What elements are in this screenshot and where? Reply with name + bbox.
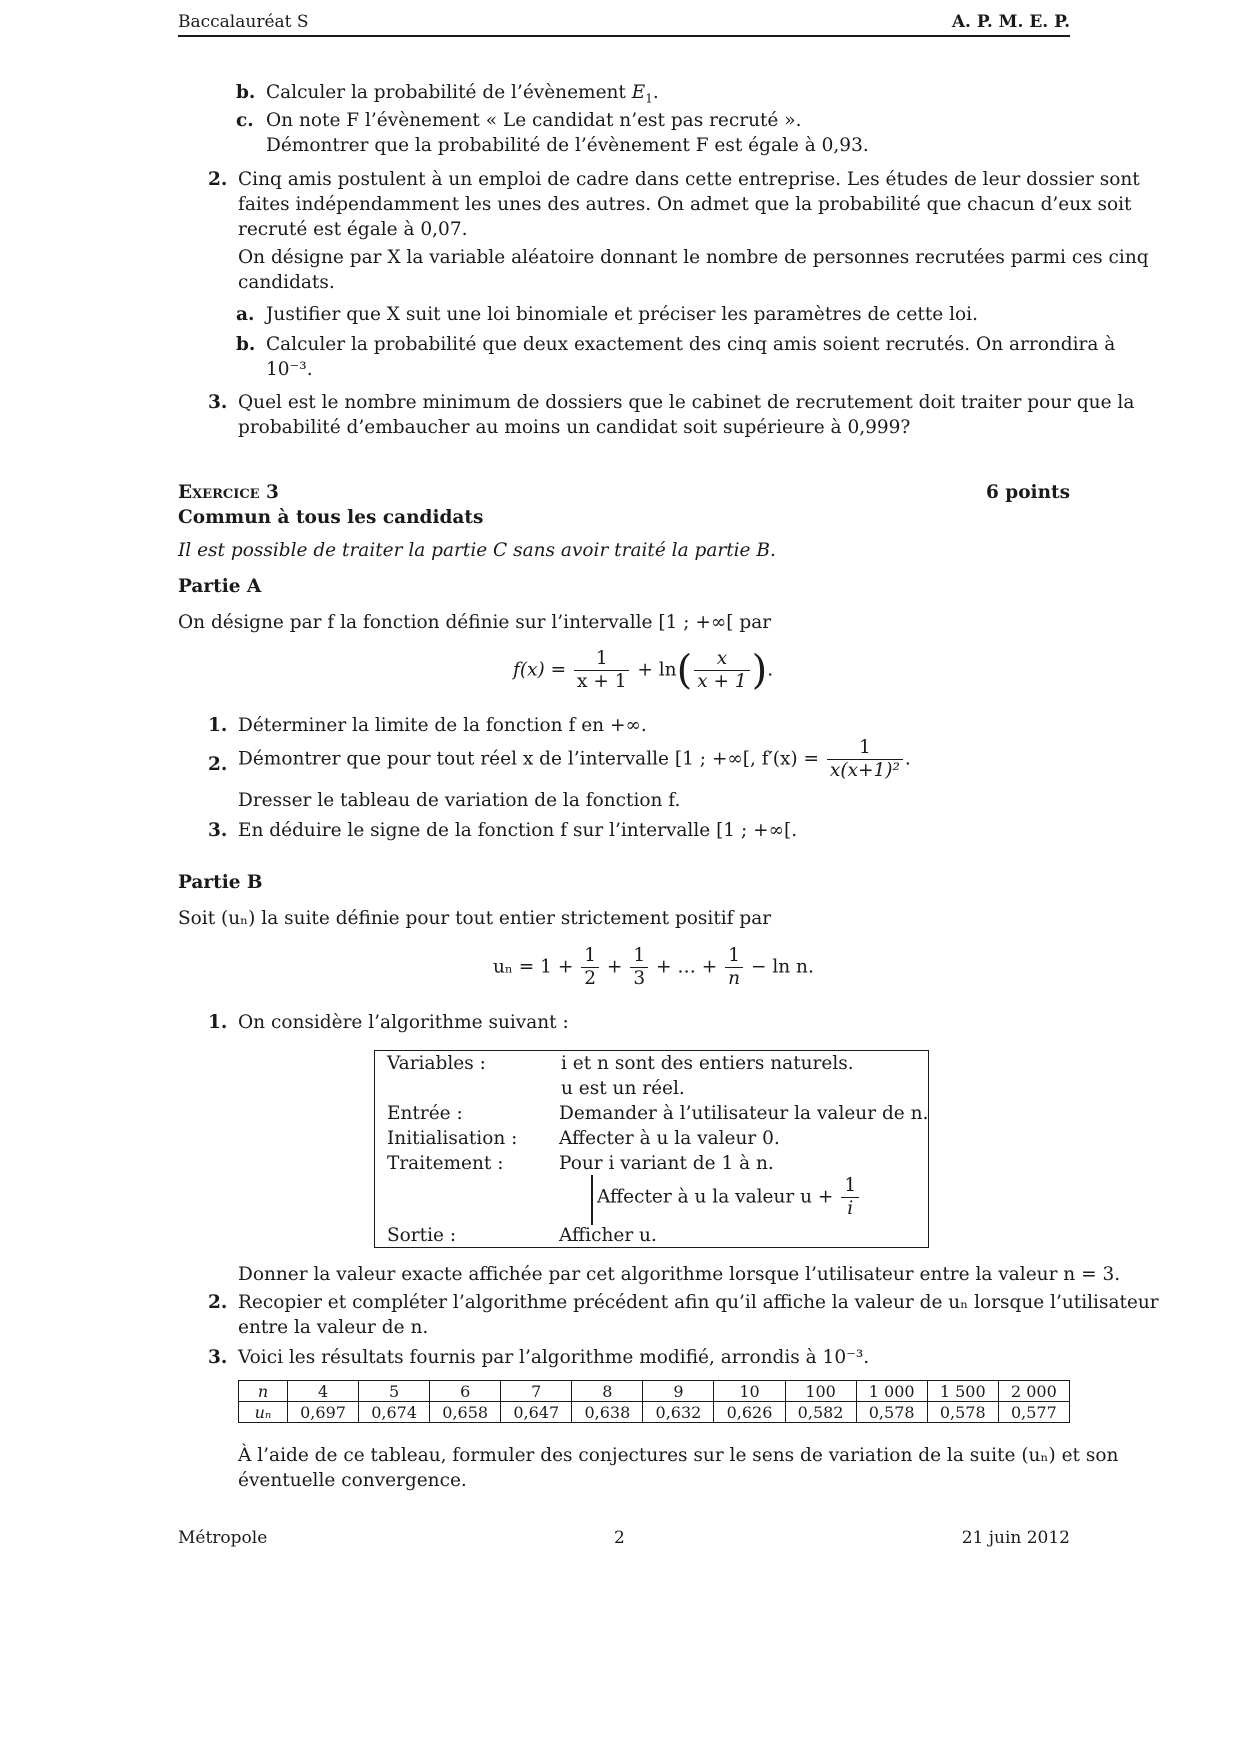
algo-in-val: Demander à l’utilisateur la valeur de n. <box>559 1103 929 1124</box>
table-cell: 8 <box>572 1381 643 1402</box>
a2-text: Démontrer que pour tout réel x de l’intervalle [1 ; +∞[, f′(x) = $\frac{1}{\text{x(x+1)²}}$ . <box>238 737 911 781</box>
algo-trt-val: Pour i variant de 1 à n. <box>559 1153 774 1174</box>
formula-un: uₙ = 1 + $\frac{1}{2}$ + $\frac{1}{3}$ + … + $\frac{1}{n}$ − ln n. <box>493 945 814 989</box>
a1-num: 1. <box>208 715 228 736</box>
table-cell: 4 <box>288 1381 359 1402</box>
q2b-text2: 10⁻³. <box>266 359 313 380</box>
results-table <box>238 1380 1070 1423</box>
table-cell: 0,697 <box>288 1402 359 1423</box>
exercise-subtitle: Commun à tous les candidats <box>178 507 484 528</box>
header-left: Baccalauréat S <box>178 12 309 32</box>
table-cell: 0,638 <box>572 1402 643 1423</box>
q2a-num: a. <box>236 304 255 325</box>
header-right: A. P. M. E. P. <box>951 12 1070 32</box>
table-row-n <box>239 1381 1070 1402</box>
q2-line-5: candidats. <box>238 272 335 293</box>
table-cell: 100 <box>785 1381 856 1402</box>
q3-line-2: probabilité d’embaucher au moins un candidat soit supérieure à 0,999? <box>238 417 911 438</box>
part-a-title: Partie A <box>178 576 262 597</box>
algo-init-val: Affecter à u la valeur 0. <box>559 1128 780 1149</box>
table-cell: 0,626 <box>714 1402 785 1423</box>
table-cell: 1 000 <box>856 1381 927 1402</box>
fraction-1-over-xp1: $\frac{1}{x + 1}$ <box>574 648 629 693</box>
part-b-title: Partie B <box>178 872 263 893</box>
page <box>178 0 1159 1754</box>
exercise-note: Il est possible de traiter la partie C sans avoir traité la partie B. <box>178 540 776 561</box>
algo-in-label: Entrée : <box>387 1103 463 1124</box>
table-cell: 5 <box>359 1381 430 1402</box>
algo-out-label: Sortie : <box>387 1225 457 1246</box>
table-cell: 0,674 <box>359 1402 430 1423</box>
item-c-text: On note F l’évènement « Le candidat n’est pas recruté ». <box>266 110 802 131</box>
table-cell: 0,577 <box>998 1402 1069 1423</box>
table-cell: 0,578 <box>927 1402 998 1423</box>
footer-right: 21 juin 2012 <box>961 1528 1070 1548</box>
item-b-text: Calculer la probabilité de l’évènement $E_1$. <box>266 82 659 106</box>
exercise-title: Exercice 3 <box>178 482 279 503</box>
q2-line-2: faites indépendamment les unes des autres. On admet que la probabilité que chacun d’eux soit <box>238 194 1132 215</box>
q2-line-3: recruté est égale à 0,07. <box>238 219 468 240</box>
a1-text: Déterminer la limite de la fonction f en +∞. <box>238 715 647 736</box>
q2b-num: b. <box>236 334 256 355</box>
item-c-num: c. <box>236 110 254 131</box>
table-cell: 0,582 <box>785 1402 856 1423</box>
q3-num: 3. <box>208 392 228 413</box>
exercise-points: 6 points <box>985 482 1070 503</box>
algo-out-val: Afficher u. <box>559 1225 657 1246</box>
page-number: 2 <box>614 1528 625 1548</box>
q2a-text: Justifier que X suit une loi binomiale et préciser les paramètres de cette loi. <box>266 304 978 325</box>
table-cell: 0,647 <box>501 1402 572 1423</box>
b2-line-1: Recopier et compléter l’algorithme précédent afin qu’il affiche la valeur de uₙ lorsque l’utilisateur <box>238 1292 1159 1313</box>
fraction-x-over-xp1: $\frac{x}{x + 1}$ <box>694 648 749 693</box>
table-head-n: n <box>239 1381 288 1402</box>
part-a-intro: On désigne par f la fonction définie sur l’intervalle [1 ; +∞[ par <box>178 612 772 633</box>
footer-left: Métropole <box>178 1528 268 1548</box>
algo-init-label: Initialisation : <box>387 1128 518 1149</box>
b1-num: 1. <box>208 1012 228 1033</box>
b3-text: Voici les résultats fournis par l’algorithme modifié, arrondis à 10⁻³. <box>238 1347 870 1368</box>
algo-loop: Affecter à u la valeur u + $\frac{1}{i}$ <box>597 1175 861 1220</box>
q3-line-1: Quel est le nombre minimum de dossiers que le cabinet de recrutement doit traiter pour que la <box>238 392 1135 413</box>
b3-num: 3. <box>208 1347 228 1368</box>
table-head-u: uₙ <box>239 1402 288 1423</box>
table-cell: 10 <box>714 1381 785 1402</box>
b1-text: On considère l’algorithme suivant : <box>238 1012 569 1033</box>
table-cell: 9 <box>643 1381 714 1402</box>
conclusion-line-1: À l’aide de ce tableau, formuler des conjectures sur le sens de variation de la suite (uₙ) et son <box>238 1445 1119 1466</box>
loop-bar <box>591 1175 593 1225</box>
b2-num: 2. <box>208 1292 228 1313</box>
q2b-text: Calculer la probabilité que deux exactement des cinq amis soient recrutés. On arrondira à <box>266 334 1116 355</box>
a3-num: 3. <box>208 820 228 841</box>
fraction-derivative: $\frac{1}{\text{x(x+1)²}}$ <box>827 737 903 782</box>
a3-text: En déduire le signe de la fonction f sur l’intervalle [1 ; +∞[. <box>238 820 798 841</box>
table-cell: 0,632 <box>643 1402 714 1423</box>
part-b-intro: Soit (uₙ) la suite définie pour tout entier strictement positif par <box>178 908 772 929</box>
formula-f: f(x) = $\frac{1}{x + 1}$ + ln( $\frac{x}{x + 1}$ ). <box>513 647 774 694</box>
table-cell: 6 <box>430 1381 501 1402</box>
item-b-num: b. <box>236 82 256 103</box>
table-cell: 1 500 <box>927 1381 998 1402</box>
table-cell: 7 <box>501 1381 572 1402</box>
table-cell: 0,578 <box>856 1402 927 1423</box>
b1-after: Donner la valeur exacte affichée par cet algorithme lorsque l’utilisateur entre la valeur n = 3. <box>238 1264 1121 1285</box>
item-c-text2: Démontrer que la probabilité de l’évènement F est égale à 0,93. <box>266 135 869 156</box>
algo-var-label: Variables : <box>387 1053 486 1074</box>
algo-trt-label: Traitement : <box>387 1153 504 1174</box>
algorithm-box <box>374 1050 929 1248</box>
header-rule <box>178 35 1070 37</box>
q2-num: 2. <box>208 169 228 190</box>
table-cell: 0,658 <box>430 1402 501 1423</box>
conclusion-line-2: éventuelle convergence. <box>238 1470 467 1491</box>
algo-var-2: u est un réel. <box>561 1078 685 1099</box>
b2-line-2: entre la valeur de n. <box>238 1317 429 1338</box>
a2-second: Dresser le tableau de variation de la fonction f. <box>238 790 681 811</box>
algo-var-1: i et n sont des entiers naturels. <box>561 1053 854 1074</box>
q2-line-1: Cinq amis postulent à un emploi de cadre dans cette entreprise. Les études de leur dossier sont <box>238 169 1140 190</box>
table-row-u <box>239 1402 1070 1423</box>
a2-num: 2. <box>208 754 228 775</box>
q2-line-4: On désigne par X la variable aléatoire donnant le nombre de personnes recrutées parmi ces cinq <box>238 247 1149 268</box>
table-cell: 2 000 <box>998 1381 1069 1402</box>
